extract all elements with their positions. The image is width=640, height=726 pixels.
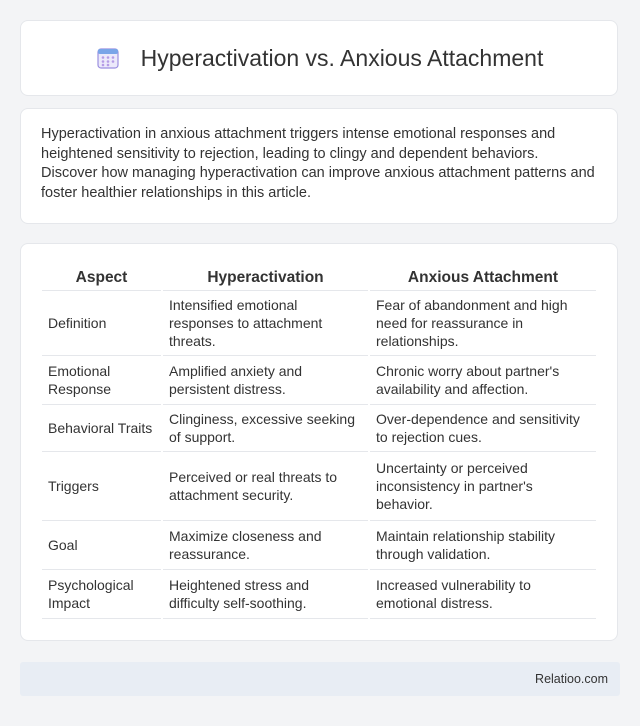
header-aspect: Aspect <box>42 264 161 291</box>
title-card <box>20 20 618 96</box>
hyperactivation-cell: Intensified emotional responses to attachment threats. <box>163 291 368 356</box>
table-card <box>20 243 618 641</box>
anxious-attachment-cell: Over-dependence and sensitivity to rejection cues. <box>370 405 596 452</box>
table-row <box>42 452 596 521</box>
aspect-cell: Psychological Impact <box>42 570 161 619</box>
table-row <box>42 291 596 356</box>
header-anxious-attachment: Anxious Attachment <box>370 264 596 291</box>
table-row <box>42 521 596 570</box>
aspect-cell: Behavioral Traits <box>42 405 161 452</box>
header-hyperactivation: Hyperactivation <box>163 264 368 291</box>
table-row <box>42 356 596 405</box>
footer <box>20 662 620 696</box>
hyperactivation-cell: Heightened stress and difficulty self-soothing. <box>163 570 368 619</box>
intro-card <box>20 108 618 224</box>
aspect-cell: Definition <box>42 291 161 356</box>
aspect-cell: Triggers <box>42 452 161 521</box>
anxious-attachment-cell: Uncertainty or perceived inconsistency in partner's behavior. <box>370 452 596 521</box>
anxious-attachment-cell: Chronic worry about partner's availability and affection. <box>370 356 596 405</box>
aspect-cell: Goal <box>42 521 161 570</box>
intro-text: Hyperactivation in anxious attachment triggers intense emotional responses and heightened sensitivity to rejection, leading to clingy and dependent behaviors. Discover how managing hyperactivation can improve anxious attachment patterns and foster healthier relationships in this article. <box>41 126 595 201</box>
hyperactivation-cell: Clinginess, excessive seeking of support. <box>163 405 368 452</box>
hyperactivation-cell: Maximize closeness and reassurance. <box>163 521 368 570</box>
aspect-cell: Emotional Response <box>42 356 161 405</box>
calendar-icon <box>95 45 121 71</box>
footer-brand-link[interactable]: Relatioo.com <box>535 672 608 686</box>
anxious-attachment-cell: Maintain relationship stability through validation. <box>370 521 596 570</box>
page-title: Hyperactivation vs. Anxious Attachment <box>140 44 544 71</box>
hyperactivation-cell: Perceived or real threats to attachment security. <box>163 452 368 521</box>
table-row <box>42 570 596 619</box>
anxious-attachment-cell: Increased vulnerability to emotional distress. <box>370 570 596 619</box>
table-row <box>42 405 596 452</box>
hyperactivation-cell: Amplified anxiety and persistent distress. <box>163 356 368 405</box>
comparison-table <box>40 264 598 619</box>
table-header-row <box>42 264 596 291</box>
anxious-attachment-cell: Fear of abandonment and high need for reassurance in relationships. <box>370 291 596 356</box>
